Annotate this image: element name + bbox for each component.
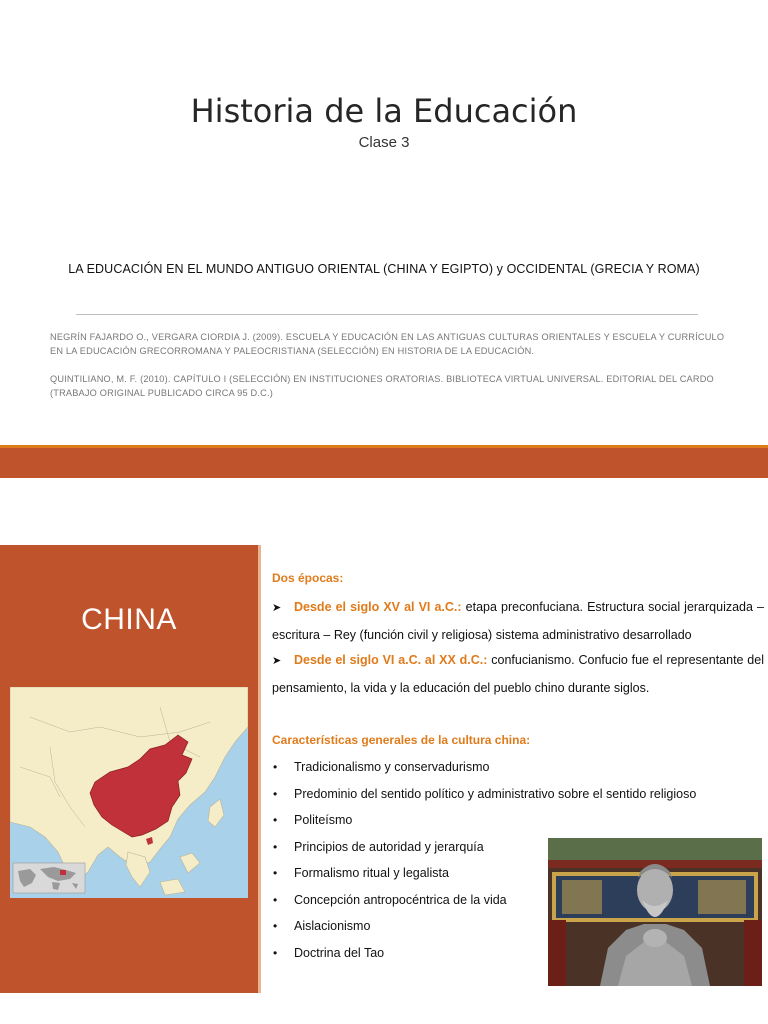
bullet-icon: • [273, 866, 278, 880]
epoch-label: Desde el siglo VI a.C. al XX d.C.: [294, 653, 488, 667]
list-item: • Aislacionismo [272, 913, 572, 940]
list-item: • Doctrina del Tao [272, 940, 572, 967]
bullet-icon: • [273, 945, 278, 960]
reference-2: QUINTILIANO, M. F. (2010). CAPÍTULO I (SELECCIÓN) EN INSTITUCIONES ORATORIAS. BIBLIOTECA VIRTUAL UNIVERSAL. EDITORIAL DEL CARDO (TRABAJO ORIGINAL PUBLICADO CIRCA 95 D.C.) [50, 374, 714, 398]
bullet-icon: • [273, 813, 278, 827]
epoch-item-1 [272, 594, 764, 648]
characteristics-list [272, 754, 697, 966]
topic-line: LA EDUCACIÓN EN EL MUNDO ANTIGUO ORIENTAL (CHINA Y EGIPTO) y OCCIDENTAL (GRECIA Y ROMA) [68, 262, 700, 276]
presentation-title: Historia de la Educación [190, 92, 578, 130]
reference-1: NEGRÍN FAJARDO O., VERGARA CIORDIA J. (2009). ESCUELA Y EDUCACIÓN EN LAS ANTIGUAS CULTURAS ORIENTALES Y ESCUELA Y CURRÍCULO EN LA EDUCACIÓN GRECORROMANA Y PALEOCRISTIANA (SELECCIÓN) EN HISTORIA DE LA EDUCACIÓN. [50, 332, 725, 356]
presentation-subtitle: Clase 3 [358, 134, 410, 151]
list-item: • Concepción antropocéntrica de la vida [272, 887, 572, 914]
panel-edge [258, 545, 261, 993]
list-item: • Formalismo ritual y legalista [272, 860, 572, 887]
list-item: • Politeísmo [272, 807, 572, 834]
slide-china [0, 478, 768, 1024]
china-map-image [10, 687, 248, 898]
arrow-bullet-icon: ➤ [272, 655, 282, 667]
divider [76, 314, 698, 315]
slide-separator-band [0, 448, 768, 478]
panel-title: CHINA [81, 603, 177, 636]
bullet-icon: • [273, 892, 278, 907]
slide-title [0, 0, 768, 445]
china-panel [0, 545, 258, 993]
bullet-icon: • [273, 760, 278, 774]
epochs-heading: Dos épocas: [272, 571, 344, 585]
epoch-text: etapa preconfuciana. Estructura social jerarquizada – escritura – Rey (función civil y religiosa) sistema administrativo desarrollado [272, 600, 764, 642]
epoch-text: confucianismo. Confucio fue el representante del pensamiento, la vida y la educación del pueblo chino durante siglos. [272, 653, 764, 695]
list-item: • Tradicionalismo y conservadurismo [272, 754, 572, 781]
list-item: • Predominio del sentido político y administrativo sobre el sentido religioso [272, 781, 752, 808]
characteristics-heading: Características generales de la cultura china: [272, 733, 531, 747]
list-item: • Principios de autoridad y jerarquía [272, 834, 572, 861]
bullet-icon: • [273, 919, 278, 933]
epoch-label: Desde el siglo XV al VI a.C.: [294, 600, 462, 614]
confucius-statue-image [548, 838, 762, 986]
arrow-bullet-icon: ➤ [272, 602, 282, 614]
epoch-item-2 [272, 647, 764, 701]
bullet-icon: • [273, 839, 278, 854]
bullet-icon: • [273, 786, 278, 801]
